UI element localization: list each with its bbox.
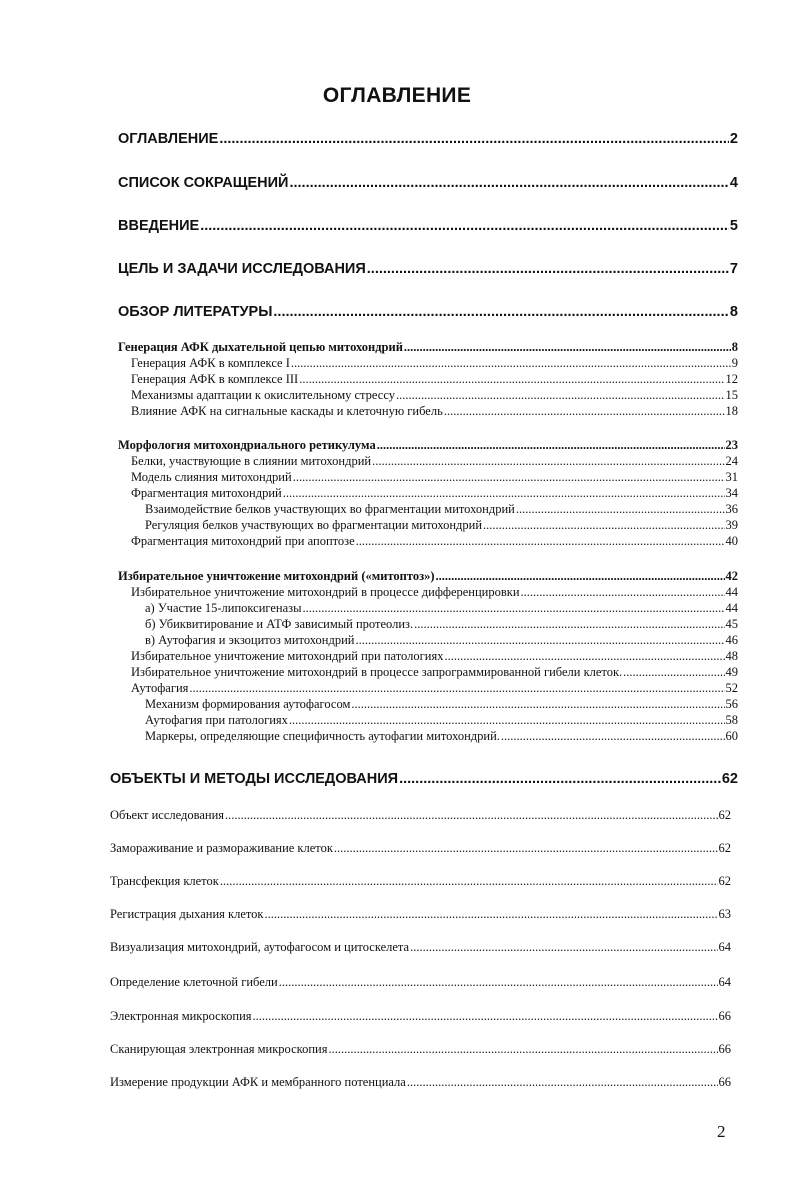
toc-subentry[interactable]: Взаимодействие белков участвующих во фрагментации митохондрий ..... 36 (145, 502, 738, 517)
toc-subentry[interactable]: Модель слияния митохондрий ..... 31 (131, 470, 738, 485)
page-ref: 62 (718, 874, 731, 888)
page-title: ОГЛАВЛЕНИЕ (322, 84, 472, 107)
toc-method-entry[interactable]: Регистрация дыхания клеток ..... 63 (110, 907, 731, 922)
toc-method-entry[interactable]: Измерение продукции АФК и мембранного потенциала ..... 66 (110, 1075, 731, 1090)
page-ref: 64 (718, 940, 731, 954)
page-ref: 48 (725, 649, 738, 663)
dot-leader (399, 771, 721, 787)
dot-leader (293, 470, 725, 485)
dot-leader (410, 940, 717, 955)
dot-leader (377, 438, 725, 453)
toc-subentry[interactable]: Фрагментация митохондрий ..... 34 (131, 486, 738, 501)
toc-subentry[interactable]: Аутофагия ..... 52 (131, 681, 738, 696)
toc-entry-contents[interactable]: ОГЛАВЛЕНИЕ ..... 2 (118, 131, 738, 147)
dot-leader (334, 841, 718, 856)
page-ref: 66 (718, 1009, 731, 1023)
toc-section-morphology[interactable]: Морфология митохондриального ретикулума ..... 23 (118, 438, 738, 453)
toc-section-ros-generation[interactable]: Генерация АФК дыхательной цепью митохондрий ..... 8 (118, 340, 738, 355)
dot-leader (444, 649, 724, 664)
page-ref: 39 (725, 518, 738, 532)
dot-leader (291, 356, 731, 371)
page-ref: 7 (729, 261, 738, 277)
dot-leader (351, 697, 724, 712)
dot-leader (355, 633, 724, 648)
page-ref: 12 (725, 372, 738, 386)
page-ref: 66 (718, 1075, 731, 1089)
dot-leader (220, 874, 718, 889)
toc-subentry[interactable]: Избирательное уничтожение митохондрий при патологиях ..... 48 (131, 649, 738, 664)
page-ref: 62 (718, 841, 731, 855)
page-ref: 5 (729, 218, 738, 234)
page-number: 2 (717, 1122, 726, 1141)
page-ref: 64 (718, 975, 731, 989)
dot-leader (279, 975, 718, 990)
toc-section-mitoptosis[interactable]: Избирательное уничтожение митохондрий («митоптоз») ..... 42 (118, 569, 738, 584)
page-ref: 24 (725, 454, 738, 468)
dot-leader (414, 617, 724, 632)
dot-leader (372, 454, 724, 469)
dot-leader (356, 534, 725, 549)
dot-leader (436, 569, 725, 584)
toc-method-entry[interactable]: Объект исследования ..... 62 (110, 808, 731, 823)
toc-method-entry[interactable]: Трансфекция клеток ..... 62 (110, 874, 731, 889)
page-ref: 42 (725, 569, 738, 583)
toc-subentry[interactable]: Избирательное уничтожение митохондрий в процессе запрограммированной гибели клеток. ..... 49 (131, 665, 738, 680)
page-ref: 23 (725, 438, 738, 452)
dot-leader (521, 585, 725, 600)
dot-leader (189, 681, 724, 696)
page-ref: 60 (725, 729, 738, 743)
page-ref: 8 (731, 340, 738, 354)
page-ref: 44 (725, 585, 738, 599)
toc-subentry[interactable]: в) Аутофагия и экзоцитоз митохондрий ..... 46 (145, 633, 738, 648)
dot-leader (219, 131, 729, 147)
toc-entry-methods[interactable]: ОБЪЕКТЫ И МЕТОДЫ ИССЛЕДОВАНИЯ ..... 62 (110, 771, 738, 787)
toc-method-entry[interactable]: Определение клеточной гибели ..... 64 (110, 975, 731, 990)
toc-subentry[interactable]: Фрагментация митохондрий при апоптозе ..... 40 (131, 534, 738, 549)
toc-method-entry[interactable]: Сканирующая электронная микроскопия ..... 66 (110, 1042, 731, 1057)
page-ref: 34 (725, 486, 738, 500)
toc-subentry[interactable]: Маркеры, определяющие специфичность аутофагии митохондрий. ..... 60 (145, 729, 738, 744)
dot-leader (516, 502, 725, 517)
dot-leader (483, 518, 724, 533)
dot-leader (289, 175, 728, 191)
dot-leader (367, 261, 729, 277)
page-ref: 49 (725, 665, 738, 679)
page-ref: 52 (725, 681, 738, 695)
dot-leader (328, 1042, 717, 1057)
dot-leader (444, 404, 725, 419)
toc-subentry[interactable]: а) Участие 15-липоксигеназы ..... 44 (145, 601, 738, 616)
page-ref: 4 (729, 175, 738, 191)
toc-entry-introduction[interactable]: ВВЕДЕНИЕ ..... 5 (118, 218, 738, 234)
page-ref: 31 (725, 470, 738, 484)
page-ref: 44 (725, 601, 738, 615)
toc-entry-review[interactable]: ОБЗОР ЛИТЕРАТУРЫ ..... 8 (118, 304, 738, 320)
page-ref: 15 (725, 388, 738, 402)
page-ref: 62 (718, 808, 731, 822)
dot-leader (265, 907, 718, 922)
dot-leader (289, 713, 725, 728)
page-ref: 9 (731, 356, 738, 370)
toc-method-entry[interactable]: Визуализация митохондрий, аутофагосом и цитоскелета ..... 64 (110, 940, 731, 955)
page-ref: 63 (718, 907, 731, 921)
toc-entry-abbreviations[interactable]: СПИСОК СОКРАЩЕНИЙ ..... 4 (118, 175, 738, 191)
toc-entry-aims[interactable]: ЦЕЛЬ И ЗАДАЧИ ИССЛЕДОВАНИЯ ..... 7 (118, 261, 738, 277)
page-ref: 46 (725, 633, 738, 647)
page-ref: 45 (725, 617, 738, 631)
toc-subentry[interactable]: Регуляция белков участвующих во фрагментации митохондрий ..... 39 (145, 518, 738, 533)
dot-leader (501, 729, 725, 744)
dot-leader (623, 665, 724, 680)
toc-subentry[interactable]: Механизм формирования аутофагосом ..... 56 (145, 697, 738, 712)
dot-leader (396, 388, 725, 403)
page-ref: 40 (725, 534, 738, 548)
page-ref: 58 (725, 713, 738, 727)
dot-leader (407, 1075, 718, 1090)
toc-subentry[interactable]: Генерация АФК в комплексе I ..... 9 (131, 356, 738, 371)
dot-leader (404, 340, 731, 355)
page-ref: 66 (718, 1042, 731, 1056)
page-ref: 2 (729, 131, 738, 147)
toc-subentry[interactable]: Белки, участвующие в слиянии митохондрий ..... 24 (131, 454, 738, 469)
dot-leader (200, 218, 729, 234)
toc-subentry[interactable]: Избирательное уничтожение митохондрий в процессе дифференцировки ..... 44 (131, 585, 738, 600)
dot-leader (299, 372, 724, 387)
toc-subentry[interactable]: Механизмы адаптации к окислительному стрессу ..... 15 (131, 388, 738, 403)
dot-leader (273, 304, 729, 320)
page-ref: 56 (725, 697, 738, 711)
toc-method-entry[interactable]: Замораживание и размораживание клеток ..... 62 (110, 841, 731, 856)
page-ref: 62 (721, 771, 738, 787)
toc-subentry[interactable]: Влияние АФК на сигнальные каскады и клеточную гибель ..... 18 (131, 404, 738, 419)
dot-leader (253, 1009, 718, 1024)
toc-method-entry[interactable]: Электронная микроскопия ..... 66 (110, 1009, 731, 1024)
toc-subentry[interactable]: б) Убиквитирование и АТФ зависимый протеолиз. ..... 45 (145, 617, 738, 632)
page-ref: 18 (725, 404, 738, 418)
dot-leader (283, 486, 725, 501)
toc-subentry[interactable]: Аутофагия при патологиях ..... 58 (145, 713, 738, 728)
dot-leader (225, 808, 717, 823)
toc-subentry[interactable]: Генерация АФК в комплексе III ..... 12 (131, 372, 738, 387)
page-ref: 8 (729, 304, 738, 320)
dot-leader (303, 601, 725, 616)
page-ref: 36 (725, 502, 738, 516)
